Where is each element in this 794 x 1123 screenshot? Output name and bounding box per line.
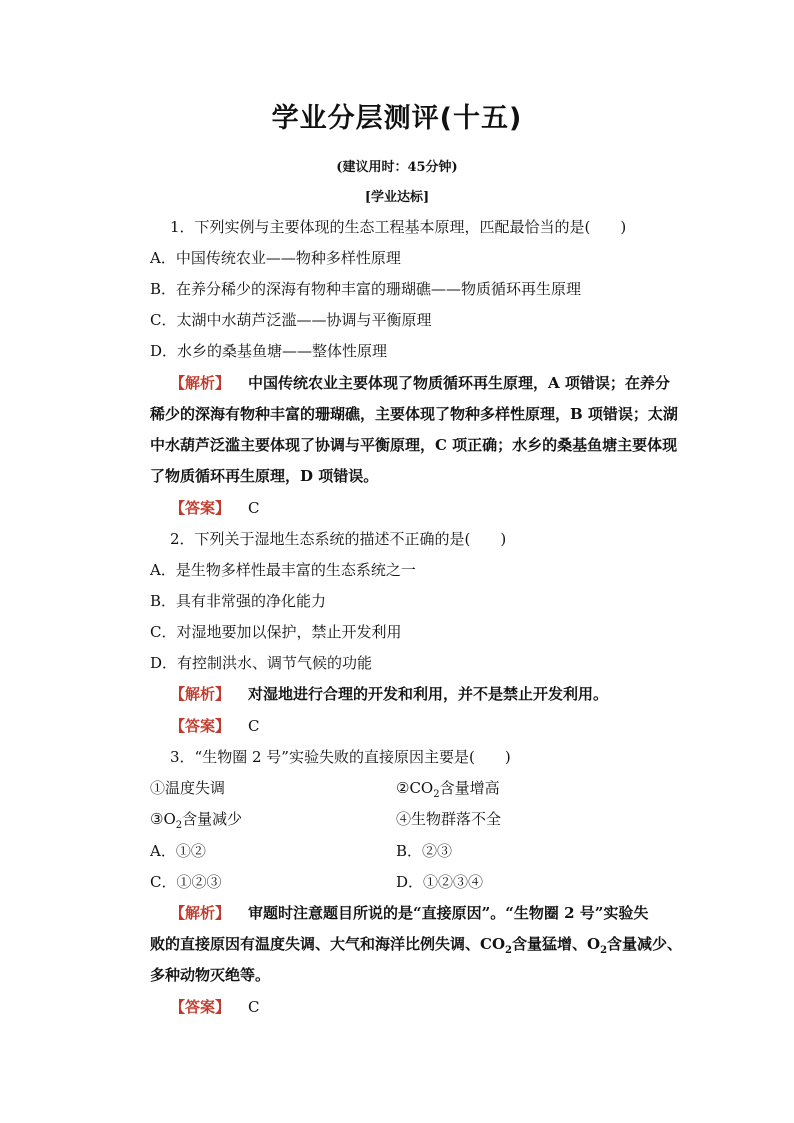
- answer-tag: 【答案】: [170, 717, 231, 735]
- section-heading: [学业达标]: [364, 190, 430, 205]
- q3-statement-3: $③O_2$含量减少: [150, 810, 243, 831]
- q3-option-a: A．①②: [150, 842, 206, 860]
- q3-statement-4: ④生物群落不全: [396, 810, 502, 828]
- q2-option-a: A．是生物多样性最丰富的生态系统之一: [150, 561, 416, 579]
- analysis-tag: 【解析】: [170, 374, 231, 392]
- q2-option-c: C．对湿地要加以保护，禁止开发利用: [150, 623, 402, 641]
- q2-answer: [170, 715, 260, 736]
- q1-analysis-text: 中国传统农业主要体现了物质循环再生原理，A 项错误；在养分: [248, 374, 670, 392]
- q1-analysis-line-3: 中水葫芦泛滥主要体现了协调与平衡原理，C 项正确；水乡的桑基鱼塘主要体现: [150, 436, 678, 454]
- answer-tag: 【答案】: [170, 998, 231, 1016]
- q1-stem: 1．下列实例与主要体现的生态工程基本原理，匹配最恰当的是( ): [170, 218, 627, 236]
- q2-stem: 2．下列关于湿地生态系统的描述不正确的是( ): [170, 530, 507, 548]
- q3-answer-value: C: [248, 998, 260, 1016]
- q1-analysis-line-1: [170, 372, 670, 393]
- q3-option-d: D．①②③④: [396, 873, 484, 891]
- q3-stem: 3．“生物圈 2 号”实验失败的直接原因主要是( ): [170, 748, 511, 766]
- q2-option-b: B．具有非常强的净化能力: [150, 592, 327, 610]
- q2-option-d: D．有控制洪水、调节气候的功能: [150, 654, 373, 672]
- q3-answer: [170, 996, 260, 1017]
- q1-analysis-line-2: 稀少的深海有物种丰富的珊瑚礁，主要体现了物种多样性原理，B 项错误；太湖: [150, 405, 678, 423]
- page-title: 学业分层测评(十五): [271, 103, 523, 134]
- q3-analysis-line-1: [170, 902, 648, 923]
- q1-analysis-line-4: 了物质循环再生原理，D 项错误。: [150, 467, 379, 485]
- q3-statement-1: ①温度失调: [150, 779, 226, 797]
- q1-answer: [170, 497, 260, 518]
- q3-analysis-line-3: 多种动物灭绝等。: [150, 966, 271, 984]
- q3-option-c: C．①②③: [150, 873, 222, 891]
- q3-statement-2: $②CO_2$含量增高: [396, 779, 500, 800]
- q2-answer-value: C: [248, 717, 260, 735]
- q1-option-b: B．在养分稀少的深海有物种丰富的珊瑚礁——物质循环再生原理: [150, 280, 582, 298]
- time-hint: (建议用时：45分钟): [336, 160, 458, 175]
- q3-analysis-line-2: 败的直接原因有温度失调、大气和海洋比例失调、$CO_2$含量猛增、$O_2$含量减少、: [150, 935, 683, 956]
- q2-analysis: [170, 683, 608, 704]
- q2-analysis-text: 对湿地进行合理的开发和利用，并不是禁止开发利用。: [248, 685, 609, 703]
- q3-option-b: B．②③: [396, 842, 453, 860]
- q1-option-a: A．中国传统农业——物种多样性原理: [150, 249, 401, 267]
- q1-option-c: C．太湖中水葫芦泛滥——协调与平衡原理: [150, 311, 432, 329]
- q3-analysis-text: 审题时注意题目所说的是“直接原因”。“生物圈 2 号”实验失: [248, 904, 649, 922]
- answer-tag: 【答案】: [170, 499, 231, 517]
- q1-answer-value: C: [248, 499, 260, 517]
- analysis-tag: 【解析】: [170, 685, 231, 703]
- analysis-tag: 【解析】: [170, 904, 231, 922]
- q1-option-d: D．水乡的桑基鱼塘——整体性原理: [150, 342, 388, 360]
